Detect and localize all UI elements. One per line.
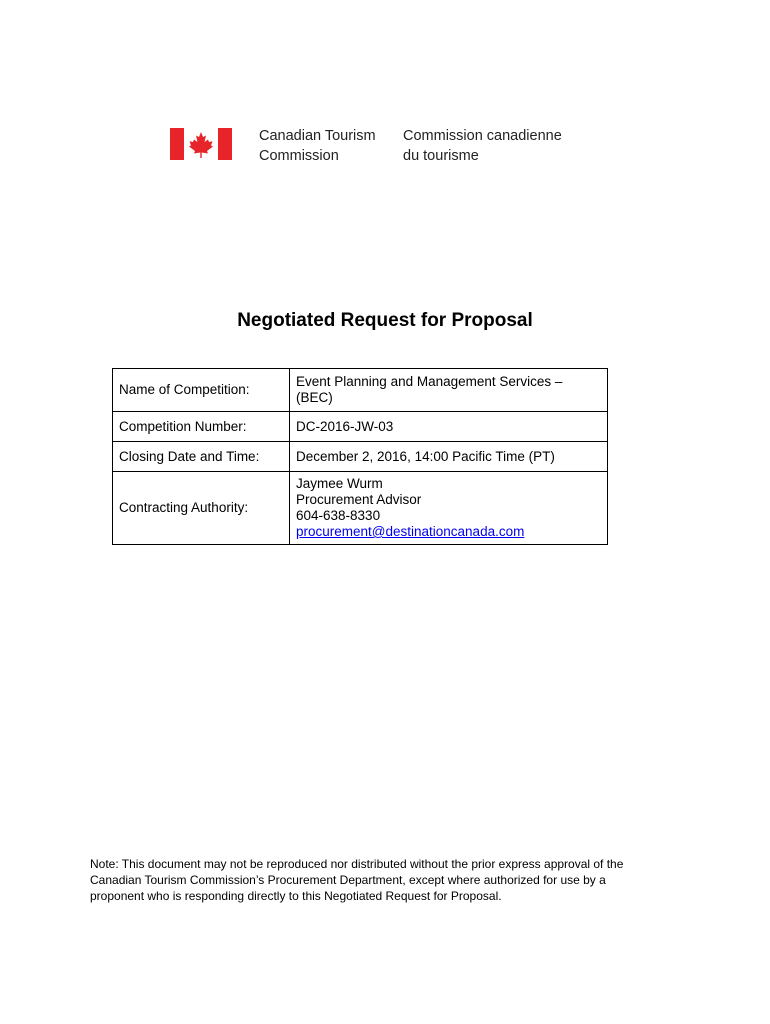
competition-info-table [112,368,608,545]
table-row [113,412,608,442]
contracting-authority-label: Contracting Authority: [113,472,290,545]
reproduction-note [90,856,690,904]
org-fr-line1: Commission canadienne [403,128,562,144]
note-line1: Note: This document may not be reproduced nor distributed without the prior express approval of the [90,857,624,871]
authority-name: Jaymee Wurm [296,476,383,491]
document-title: Negotiated Request for Proposal [237,310,533,331]
name-of-competition-label: Name of Competition: [113,369,290,412]
organization-name-french [403,126,562,166]
closing-date-label: Closing Date and Time: [113,442,290,472]
note-line3: proponent who is responding directly to this Negotiated Request for Proposal. [90,889,502,903]
table-row [113,369,608,412]
competition-number-value: DC-2016-JW-03 [290,412,608,442]
closing-date-value: December 2, 2016, 14:00 Pacific Time (PT) [290,442,608,472]
authority-email-link[interactable]: procurement@destinationcanada.com [296,524,525,539]
competition-number-label: Competition Number: [113,412,290,442]
org-en-line2: Commission [259,148,339,164]
org-en-line1: Canadian Tourism [259,128,376,144]
authority-phone: 604-638-8330 [296,508,381,523]
name-of-competition-value [290,369,608,412]
name-of-competition-line1: Event Planning and Management Services – [296,374,563,389]
table-row [113,442,608,472]
canada-flag-icon [170,128,232,160]
organization-name-english [259,126,376,166]
org-fr-line2: du tourisme [403,148,479,164]
authority-title: Procurement Advisor [296,492,422,507]
name-of-competition-line2: (BEC) [296,390,333,405]
note-line2: Canadian Tourism Commission’s Procurement Department, except where authorized for use by a [90,873,606,887]
contracting-authority-value [290,472,608,545]
table-row [113,472,608,545]
